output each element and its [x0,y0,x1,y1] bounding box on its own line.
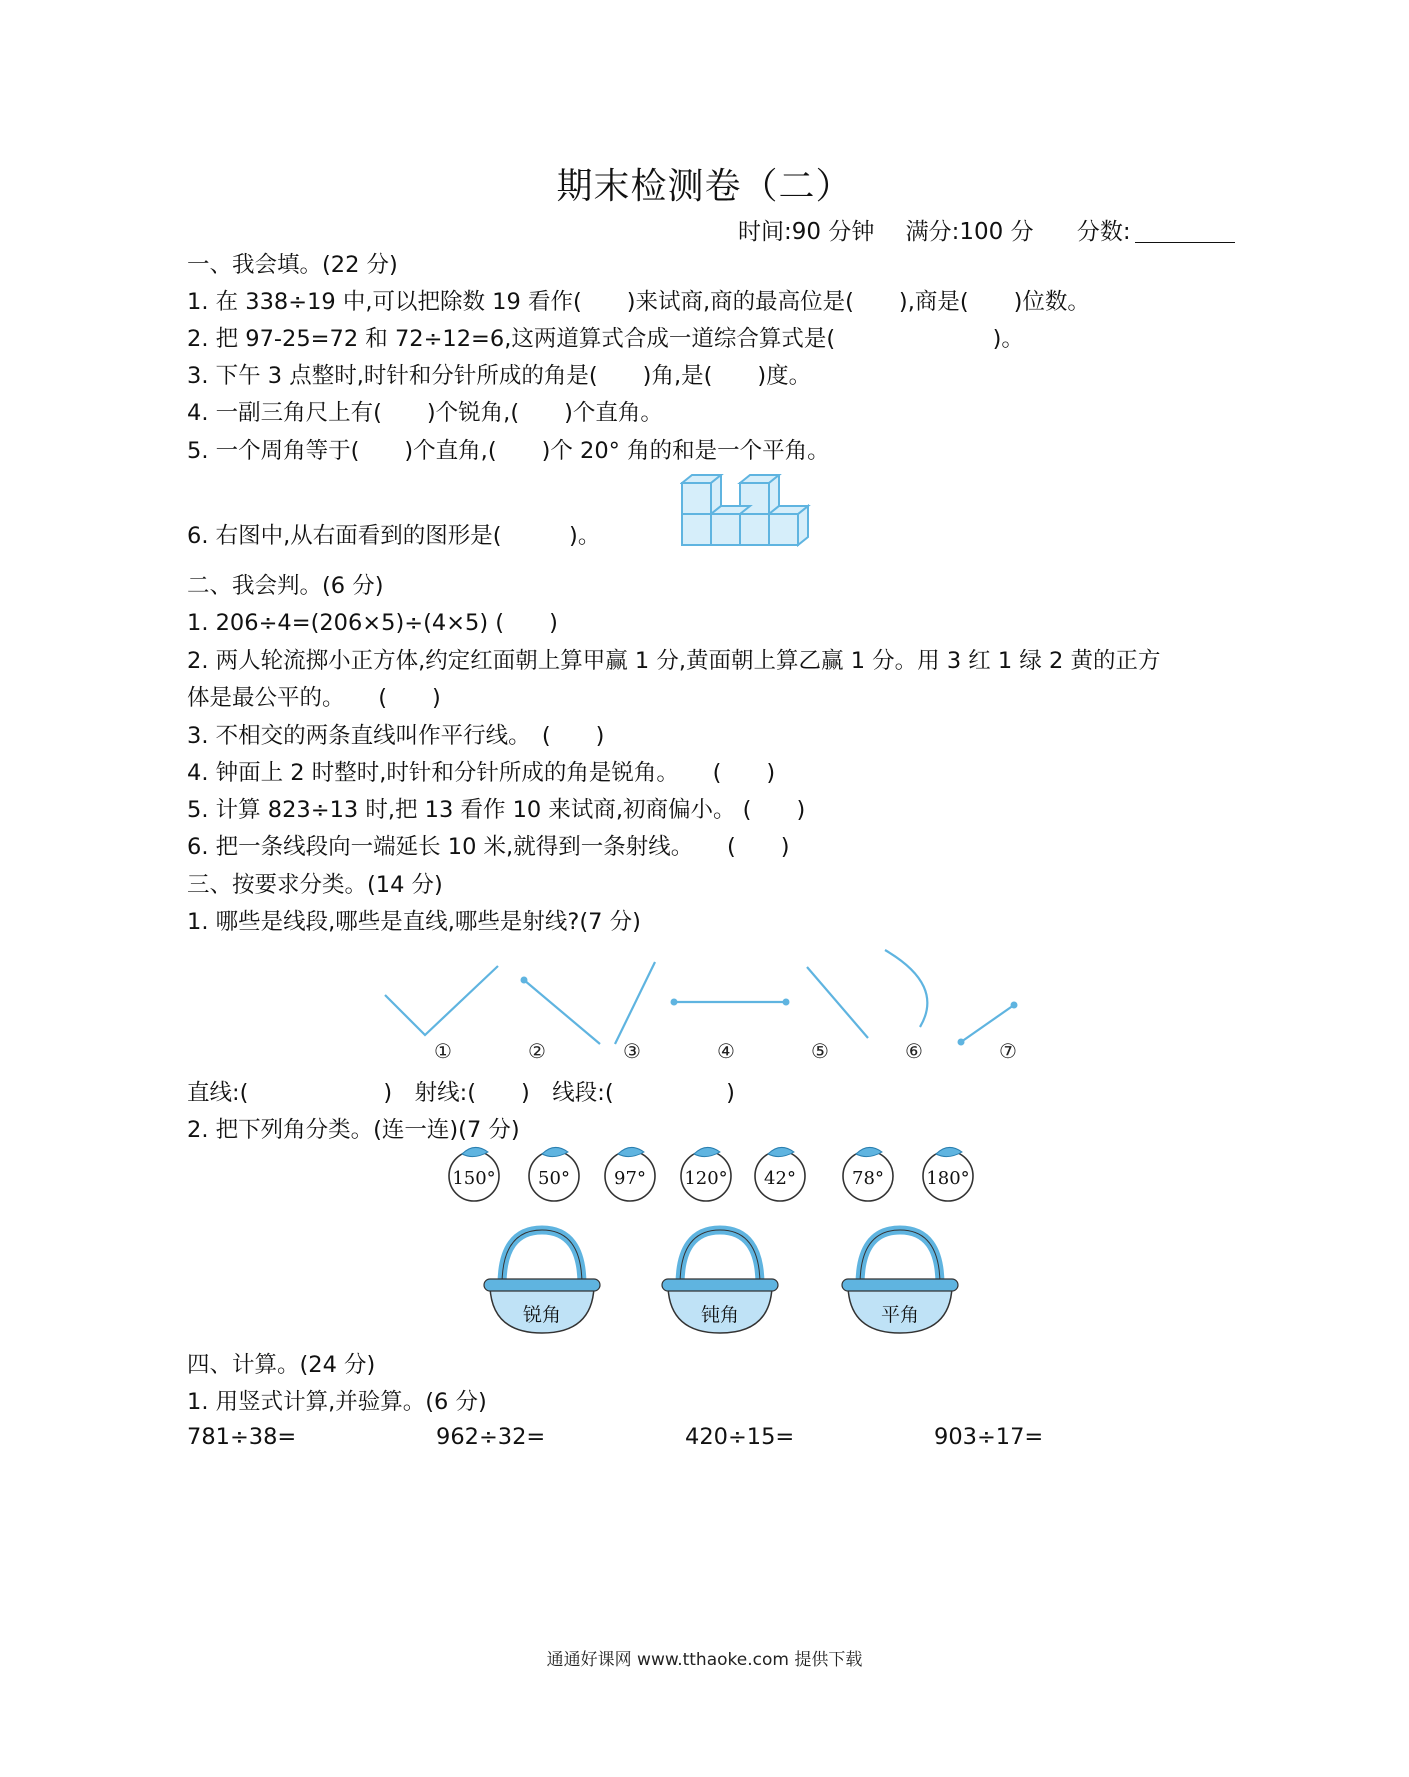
exam-meta [738,213,1259,246]
curve-line-6 [885,950,927,1027]
basket-handle [502,1230,582,1285]
angle-card-label: 180° [926,1168,970,1189]
score-label: 分数: [1076,219,1131,245]
page-title: 期末检测卷（二） [556,166,853,207]
basket-handle [680,1230,760,1285]
basket-label: 平角 [880,1304,920,1326]
angle-card-label: 97° [614,1168,646,1189]
basket-rim [662,1279,778,1291]
line-3 [615,962,655,1044]
calc-1: 781÷38= [187,1424,297,1450]
calc-3: 420÷15= [685,1424,795,1450]
segment-line-7 [961,1005,1014,1042]
s4-q1: 1. 用竖式计算,并验算。(6 分) [187,1389,487,1415]
basket-handle [860,1230,940,1285]
line-label-3: ③ [623,1039,641,1063]
cube-face [769,514,798,545]
cube-face [740,514,769,545]
cube-stack-figure [680,474,815,548]
s2-q2a: 2. 两人轮流掷小正方体,约定红面朝上算甲赢 1 分,黄面朝上算乙赢 1 分。用 3 红 1 绿 2 黄的正方 [187,648,1161,674]
s2-q2b: 体是最公平的。 ( ) [187,685,441,711]
calc-4: 903÷17= [934,1424,1044,1450]
endpoint-dot [671,999,678,1006]
angle-card [529,1147,579,1201]
endpoint-dot [958,1039,965,1046]
line-label-6: ⑥ [905,1039,923,1063]
s3-q2: 2. 把下列角分类。(连一连)(7 分) [187,1117,520,1143]
section3-heading: 三、按要求分类。(14 分) [187,872,443,898]
s3-q1: 1. 哪些是线段,哪些是直线,哪些是射线?(7 分) [187,909,641,935]
s1-q2: 2. 把 97-25=72 和 72÷12=6,这两道算式合成一道综合算式是( )。 [187,326,1024,352]
lines-figure [380,940,1040,1066]
angle-card-label: 120° [684,1168,728,1189]
angle-card [449,1147,499,1201]
cube-face [711,514,740,545]
basket-rim [842,1279,958,1291]
endpoint-dot [783,999,790,1006]
s2-q3: 3. 不相交的两条直线叫作平行线。 ( ) [187,723,605,749]
s2-q4: 4. 钟面上 2 时整时,时针和分针所成的角是锐角。 ( ) [187,760,776,786]
basket-label: 锐角 [522,1304,562,1326]
cube-face [682,483,711,514]
basket [662,1230,778,1333]
section1-heading: 一、我会填。(22 分) [187,252,398,278]
endpoint-dot [521,977,528,984]
s3-answer-line: 直线:( ) 射线:( ) 线段:( ) [187,1080,735,1106]
s1-q4: 4. 一副三角尺上有( )个锐角,( )个直角。 [187,400,663,426]
s2-q6: 6. 把一条线段向一端延长 10 米,就得到一条射线。 ( ) [187,834,790,860]
footer-credit: 通通好课网 www.tthaoke.com 提供下载 [546,1650,863,1670]
cube-face [682,514,711,545]
s1-q6: 6. 右图中,从右面看到的图形是( )。 [187,523,601,549]
line-label-4: ④ [717,1039,735,1063]
basket [842,1230,958,1333]
angle-card [605,1147,655,1201]
angle-card-label: 42° [764,1168,796,1189]
s1-q1: 1. 在 338÷19 中,可以把除数 19 看作( )来试商,商的最高位是( ),商是( )位数。 [187,289,1090,315]
section4-heading: 四、计算。(24 分) [187,1352,376,1378]
s2-q5: 5. 计算 823÷13 时,把 13 看作 10 来试商,初商偏小。 ( ) [187,797,806,823]
line-label-2: ② [528,1039,546,1063]
angle-card [843,1147,893,1201]
basket-label: 钝角 [700,1304,740,1326]
basket-rim [484,1279,600,1291]
s1-q5: 5. 一个周角等于( )个直角,( )个 20° 角的和是一个平角。 [187,438,830,464]
calc-2: 962÷32= [436,1424,546,1450]
time-label: 时间:90 分钟 [738,219,875,245]
segment-line-2 [524,980,600,1044]
angle-card-label: 150° [452,1168,496,1189]
angle-card [681,1147,731,1201]
angle-card [923,1147,973,1201]
endpoint-dot [1011,1002,1018,1009]
s1-q3: 3. 下午 3 点整时,时针和分针所成的角是( )角,是( )度。 [187,363,812,389]
angle-line-1 [385,966,498,1035]
angle-card-label: 50° [538,1168,570,1189]
line-label-1: ① [434,1039,452,1063]
line-5 [807,967,868,1038]
score-blank[interactable] [1135,220,1235,243]
line-label-5: ⑤ [811,1039,829,1063]
s2-q1: 1. 206÷4=(206×5)÷(4×5) ( ) [187,610,558,636]
angle-cards-figure [440,1140,1020,1210]
angle-card [755,1147,805,1201]
baskets-figure [480,1225,980,1340]
full-score-label: 满分:100 分 [905,219,1034,245]
basket [484,1230,600,1333]
line-label-7: ⑦ [999,1039,1017,1063]
section2-heading: 二、我会判。(6 分) [187,573,384,599]
angle-card-label: 78° [852,1168,884,1189]
